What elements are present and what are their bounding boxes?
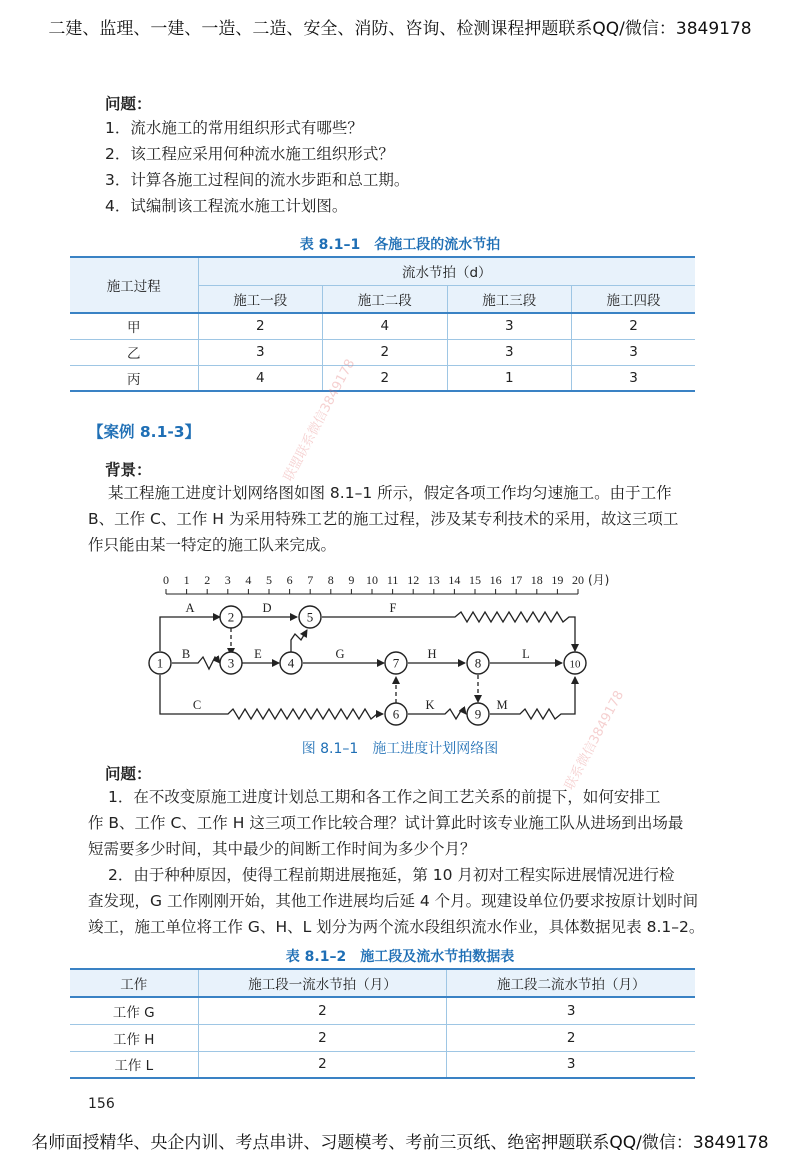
case-title: 【案例 8.1-3】 xyxy=(88,423,201,441)
scale-tick-label: 5 xyxy=(266,573,272,587)
arrow-F xyxy=(322,612,575,651)
activity-label: D xyxy=(262,601,272,615)
question2-line: 作 B、工作 C、工作 H 这三项工作比较合理？试计算此时该专业施工队从进场到出场最 xyxy=(88,814,684,832)
table1-cell: 2 xyxy=(323,365,448,391)
bottom-banner: 名师面授精华、央企内训、考点串讲、习题模考、考前三页纸、绝密押题联系QQ/微信：3849178 xyxy=(31,1133,769,1153)
arrow-B xyxy=(172,657,220,669)
node-label: 8 xyxy=(474,655,482,671)
scale-tick-label: 1 xyxy=(183,573,190,587)
figure-caption xyxy=(0,738,800,758)
activity-label: M xyxy=(496,698,508,712)
question-item: 2．该工程应采用何种流水施工组织形式？ xyxy=(105,145,394,163)
arrow-4-5 xyxy=(291,630,307,652)
table1-cell: 2 xyxy=(572,313,695,339)
scale-tick-label: 10 xyxy=(366,573,378,587)
top-banner: 二建、监理、一建、一造、二造、安全、消防、咨询、检测课程押题联系QQ/微信：3849178 xyxy=(48,19,752,39)
node-label: 5 xyxy=(306,609,314,625)
background-line: B、工作 C、工作 H 为采用特殊工艺的施工过程，涉及某专利技术的采用，故这三项工 xyxy=(88,510,679,528)
time-scale xyxy=(163,573,609,594)
scale-tick-label: 7 xyxy=(307,573,314,587)
arrow-C xyxy=(160,675,383,719)
question-item: 4．试编制该工程流水施工计划图。 xyxy=(105,197,348,215)
table1-col-header: 施工四段 xyxy=(572,285,695,313)
scale-tick-label: 11 xyxy=(386,573,399,587)
table2-cell: 2 xyxy=(198,1051,447,1078)
node-label: 3 xyxy=(227,655,235,671)
table1-col-header: 施工二段 xyxy=(323,285,448,313)
table1-cell: 2 xyxy=(198,313,323,339)
arrow-A xyxy=(160,617,220,651)
table1-title: 各施工段的流水节拍 xyxy=(374,237,501,253)
activity-label: B xyxy=(181,647,191,661)
table2-row-name: 工作 G xyxy=(70,997,198,1024)
question-item: 1．流水施工的常用组织形式有哪些？ xyxy=(105,119,363,137)
scale-tick-label: 19 xyxy=(551,573,564,587)
table2-number: 表 8.1–2 xyxy=(285,949,347,965)
network-diagram xyxy=(0,568,800,748)
table1-row-name: 乙 xyxy=(70,339,198,365)
table1-number: 表 8.1–1 xyxy=(299,237,361,253)
question2-line: 2．由于种种原因，使得工程前期进展拖延，第 10 月初对工程实际进展情况进行检 xyxy=(108,866,675,884)
activity-label: L xyxy=(522,647,530,661)
questions-heading: 问题： xyxy=(105,95,152,113)
activity-label: E xyxy=(254,647,262,661)
scale-tick-label: 15 xyxy=(469,573,481,587)
questions2-heading: 问题： xyxy=(105,765,152,783)
table2-cell: 2 xyxy=(198,997,447,1024)
watermark: 联盟联系微信3849178 xyxy=(281,356,359,484)
node-label: 2 xyxy=(227,609,235,625)
table-row xyxy=(70,313,695,339)
node-label: 9 xyxy=(474,706,482,722)
activity-label: G xyxy=(335,647,345,661)
scale-tick-label: 2 xyxy=(204,573,211,587)
table1-cell: 3 xyxy=(447,339,572,365)
scale-tick-label: 6 xyxy=(286,573,293,587)
table2-cell: 3 xyxy=(447,1051,695,1078)
watermark: 联系微信3849178 xyxy=(562,688,628,793)
scale-tick-label: 20 xyxy=(572,573,584,587)
table2 xyxy=(70,968,695,1079)
table2-cell: 2 xyxy=(447,1024,695,1051)
table1-cell: 1 xyxy=(447,365,572,391)
node-label: 6 xyxy=(392,706,400,722)
scale-tick-label: 4 xyxy=(245,573,252,587)
table1-row-name: 丙 xyxy=(70,365,198,391)
table-row xyxy=(70,365,695,391)
table1-cell: 3 xyxy=(198,339,323,365)
question2-line: 查发现，G 工作刚刚开始，其他工作进展均后延 4 个月。现建设单位仍要求按原计划时间 xyxy=(88,892,699,910)
table1-corner-header: 施工过程 xyxy=(70,257,198,313)
questions2-paragraph xyxy=(88,784,704,940)
background-line: 某工程施工进度计划网络图如图 8.1–1 所示，假定各项工作均匀速施工。由于工作 xyxy=(108,484,672,502)
table-row xyxy=(70,1051,695,1078)
table1-col-header: 施工三段 xyxy=(447,285,572,313)
table1 xyxy=(70,256,695,392)
table2-caption xyxy=(0,946,800,966)
question2-line: 1．在不改变原施工进度计划总工期和各工作之间工艺关系的前提下，如何安排工 xyxy=(108,788,661,806)
scale-tick-label: 0 xyxy=(163,573,169,587)
scale-tick-label: 9 xyxy=(348,573,355,587)
background-heading: 背景： xyxy=(105,461,152,479)
arrow-K xyxy=(408,709,466,719)
table2-row-name: 工作 L xyxy=(70,1051,198,1078)
table1-cell: 4 xyxy=(323,313,448,339)
scale-tick-label: 18 xyxy=(530,573,543,587)
table2-row-name: 工作 H xyxy=(70,1024,198,1051)
table2-cell: 2 xyxy=(198,1024,447,1051)
node-label: 7 xyxy=(392,655,400,671)
node-label: 4 xyxy=(287,655,295,671)
table1-cell: 2 xyxy=(323,339,448,365)
table2-col-header: 工作 xyxy=(70,969,198,997)
scale-tick-label: 16 xyxy=(489,573,502,587)
table1-caption xyxy=(0,234,800,254)
activity-label: K xyxy=(425,698,435,712)
question2-line: 竣工，施工单位将工作 G、H、L 划分为两个流水段组织流水作业，具体数据见表 8.1–2。 xyxy=(88,918,705,936)
diagram-nodes xyxy=(149,606,586,725)
activity-label: H xyxy=(427,647,437,661)
page-number: 156 xyxy=(88,1096,115,1112)
figure-number: 图 8.1–1 xyxy=(301,741,359,757)
table-row xyxy=(70,339,695,365)
scale-unit-label: (月) xyxy=(588,573,610,587)
activity-label: C xyxy=(192,698,202,712)
activity-label: A xyxy=(185,601,195,615)
table2-col-header: 施工段一流水节拍（月） xyxy=(198,969,447,997)
table1-col-header: 施工一段 xyxy=(198,285,323,313)
table1-cell: 3 xyxy=(447,313,572,339)
question2-line: 短需要多少时间，其中最少的间断工作时间为多少个月？ xyxy=(88,840,476,858)
scale-tick-label: 3 xyxy=(224,573,231,587)
table1-cell: 3 xyxy=(572,339,695,365)
scale-tick-label: 8 xyxy=(327,573,334,587)
scale-tick-label: 17 xyxy=(510,573,523,587)
table-row xyxy=(70,997,695,1024)
node-label: 1 xyxy=(156,655,164,671)
table-row xyxy=(70,1024,695,1051)
background-paragraph xyxy=(88,480,678,558)
activity-label: F xyxy=(389,601,397,615)
table1-cell: 4 xyxy=(198,365,323,391)
scale-tick-label: 12 xyxy=(407,573,420,587)
scale-tick-label: 14 xyxy=(448,573,461,587)
table1-row-name: 甲 xyxy=(70,313,198,339)
scale-tick-label: 13 xyxy=(427,573,440,587)
table2-title: 施工段及流水节拍数据表 xyxy=(360,949,515,965)
background-line: 作只能由某一特定的施工队来完成。 xyxy=(88,536,337,554)
table1-cell: 3 xyxy=(572,365,695,391)
table2-cell: 3 xyxy=(447,997,695,1024)
figure-title: 施工进度计划网络图 xyxy=(372,741,499,757)
node-label: 10 xyxy=(569,658,581,671)
table1-group-header: 流水节拍（d） xyxy=(198,257,695,285)
table2-col-header: 施工段二流水节拍（月） xyxy=(447,969,695,997)
question-item: 3．计算各施工过程间的流水步距和总工期。 xyxy=(105,171,410,189)
